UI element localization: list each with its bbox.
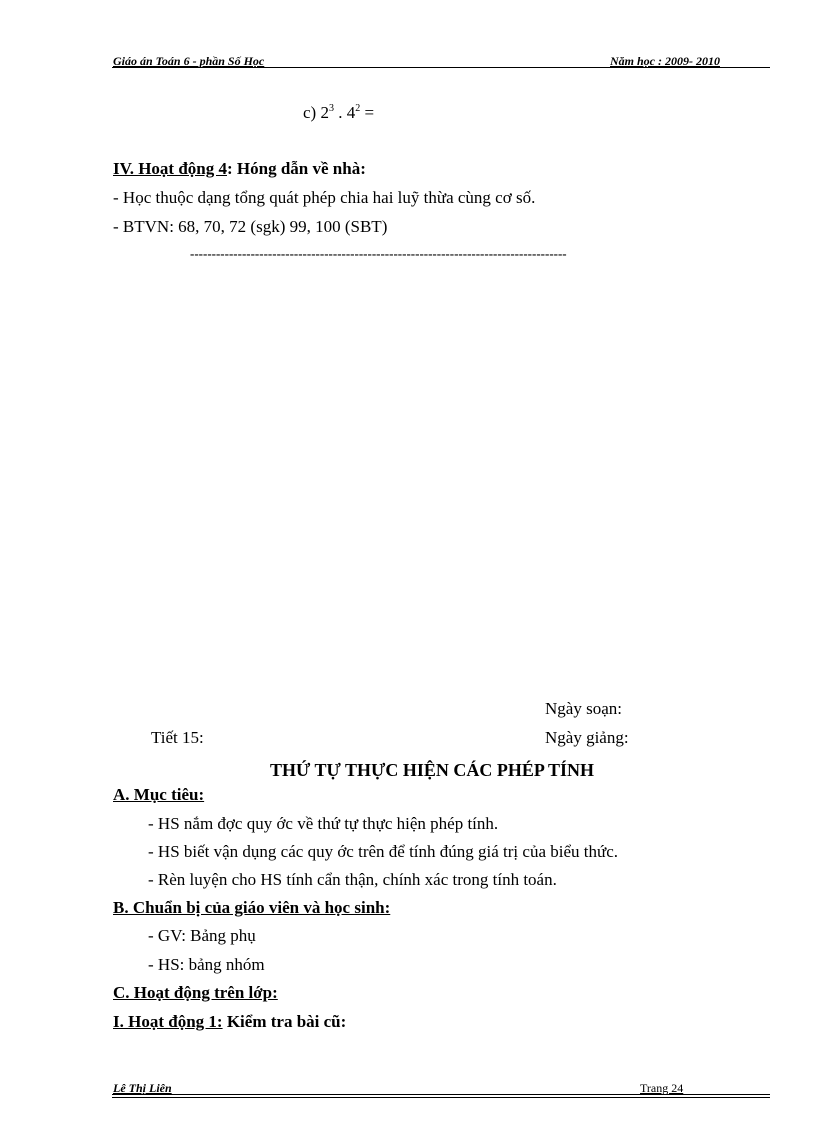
exercise-base2: . 4 [333, 103, 356, 122]
tiet-label: Tiết 15: [151, 728, 204, 747]
header-left: Giáo án Toán 6 - phần Số Học [113, 54, 265, 68]
ngay-giang: Ngày giảng: [545, 728, 629, 747]
exercise-equals: = [360, 103, 375, 122]
footer-rule-2 [112, 1097, 770, 1098]
separator-line: --------------------------------------------------------------------------------------- [190, 246, 567, 261]
section-c-heading: C. Hoạt động trên lớp: [113, 983, 278, 1002]
section-a-heading: A. Mục tiêu: [113, 785, 205, 804]
exercise-exp1: 3 [328, 103, 334, 114]
section4-heading [113, 159, 366, 179]
header-rule [112, 67, 770, 68]
section-b-heading: B. Chuẩn bị của giáo viên và học sinh: [113, 898, 391, 917]
exercise-exp2: 2 [355, 103, 361, 114]
activity-1-heading [113, 1012, 346, 1032]
section-b-item-1: - GV: Bảng phụ [148, 926, 256, 945]
ngay-soan: Ngày soạn: [545, 699, 622, 718]
exercise-base1: c) 2 [303, 103, 329, 122]
section-a-item-3: - Rèn luyện cho HS tính cẩn thận, chính xác trong tính toán. [148, 870, 557, 889]
activity-1-title: Kiểm tra bài cũ: [222, 1012, 347, 1031]
footer-left: Lê Thị Liên [113, 1081, 172, 1095]
lesson-title: THỨ TỰ THỰC HIỆN CÁC PHÉP TÍNH [270, 760, 595, 780]
exercise-c [303, 103, 374, 123]
header-right: Năm học : 2009- 2010 [610, 54, 720, 68]
section-a-item-1: - HS nắm đợc quy ớc về thứ tự thực hiện phép tính. [148, 814, 499, 833]
section-b-item-2: - HS: bảng nhóm [148, 955, 265, 974]
activity-1-label: I. Hoạt động 1: [113, 1012, 223, 1031]
section-a-item-2: - HS biết vận dụng các quy ớc trên để tính đúng giá trị của biểu thức. [148, 842, 618, 861]
section4-label: IV. Hoạt động 4 [113, 159, 227, 178]
footer-page-number: Trang 24 [640, 1081, 684, 1095]
footer-rule-1 [112, 1094, 770, 1095]
section4-line1: - Học thuộc dạng tổng quát phép chia hai luỹ thừa cùng cơ số. [113, 188, 536, 207]
section4-title: : Hóng dẫn về nhà: [227, 159, 366, 178]
section4-line2: - BTVN: 68, 70, 72 (sgk) 99, 100 (SBT) [113, 217, 388, 236]
